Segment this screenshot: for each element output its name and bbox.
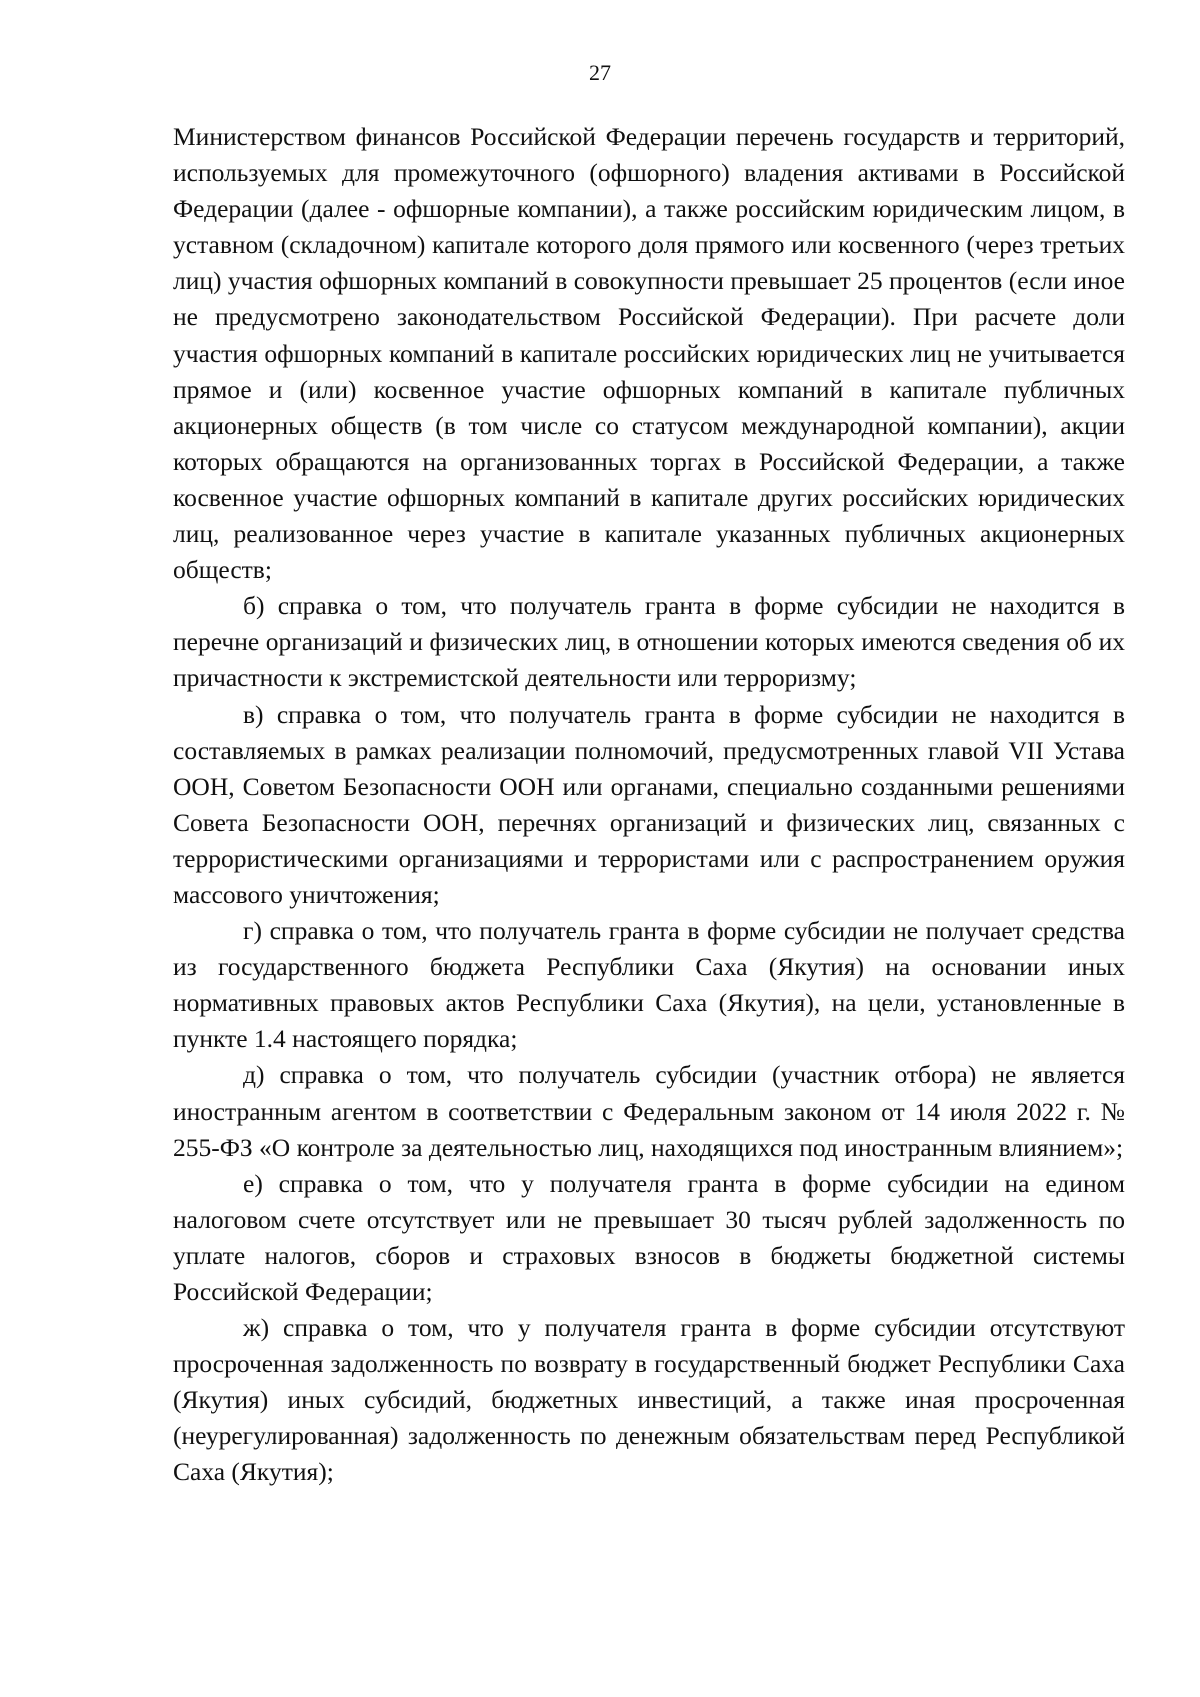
page-number: 27: [589, 60, 611, 85]
document-body: [173, 119, 1125, 1491]
paragraph-item-d: д) справка о том, что получатель субсидии (участник отбора) не является иностранным агентом в соответствии с Федеральным законом от 14 июля 2022 г. № 255-ФЗ «О контроле за деятельностью лиц, находящихся под иностранным влиянием»;: [173, 1060, 1125, 1162]
paragraph-offshore-continuation: Министерством финансов Российской Федерации перечень государств и территорий, используемых для промежуточного (офшорного) владения активами в Российской Федерации (далее - офшорные компании), а также российским юридическим лицом, в уставном (складочном) капитале которого доля прямого или косвенного (через третьих лиц) участия офшорных компаний в совокупности превышает 25 процентов (если иное не предусмотрено законодательством Российской Федерации). При расчете доли участия офшорных компаний в капитале российских юридических лиц не учитывается прямое и (или) косвенное участие офшорных компаний в капитале публичных акционерных обществ (в том числе со статусом международной компании), акции которых обращаются на организованных торгах в Российской Федерации, а также косвенное участие офшорных компаний в капитале других российских юридических лиц, реализованное через участие в капитале указанных публичных акционерных обществ;: [173, 122, 1125, 585]
paragraph-item-zh: ж) справка о том, что у получателя гранта в форме субсидии отсутствуют просроченная задолженность по возврату в государственный бюджет Республики Саха (Якутия) иных субсидий, бюджетных инвестиций, а также иная просроченная (неурегулированная) задолженность по денежным обязательствам перед Республикой Саха (Якутия);: [173, 1313, 1125, 1487]
paragraph-item-e: е) справка о том, что у получателя гранта в форме субсидии на едином налоговом счете отсутствует или не превышает 30 тысяч рублей задолженность по уплате налогов, сборов и страховых взносов в бюджеты бюджетной системы Российской Федерации;: [173, 1168, 1125, 1306]
paragraph-item-b: б) справка о том, что получатель гранта в форме субсидии не находится в перечне организаций и физических лиц, в отношении которых имеются сведения об их причастности к экстремистской деятельности или терроризму;: [173, 591, 1125, 693]
paragraph-item-g: г) справка о том, что получатель гранта в форме субсидии не получает средства из государственного бюджета Республики Саха (Якутия) на основании иных нормативных правовых актов Республики Саха (Якутия), на цели, установленные в пункте 1.4 настоящего порядка;: [173, 916, 1125, 1054]
paragraph-item-v: в) справка о том, что получатель гранта в форме субсидии не находится в составляемых в рамках реализации полномочий, предусмотренных главой VII Устава ООН, Советом Безопасности ООН или органами, специально созданными решениями Совета Безопасности ООН, перечнях организаций и физических лиц, связанных с террористическими организациями и террористами или с распространением оружия массового уничтожения;: [173, 699, 1125, 909]
